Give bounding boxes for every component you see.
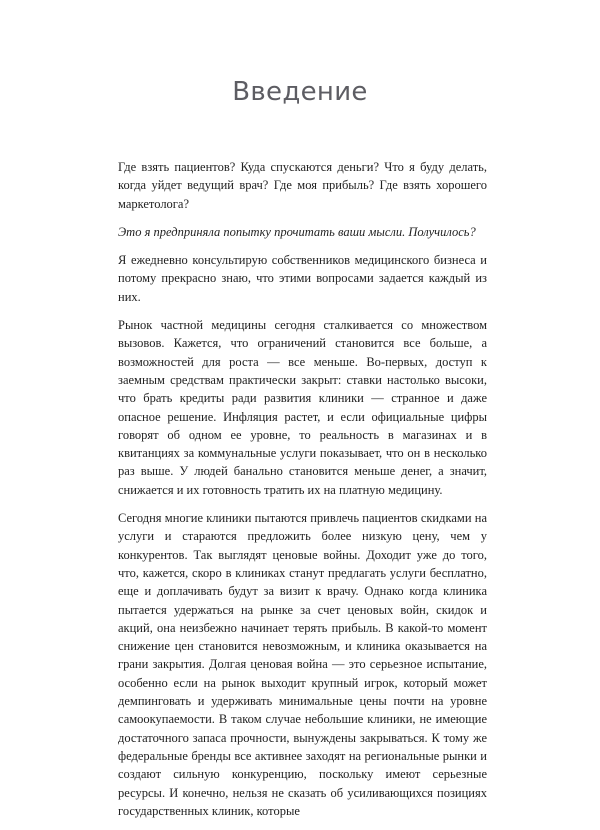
paragraph-questions: Где взять пациентов? Куда спускаются деньги? Что я буду делать, когда уйдет ведущий врач? Где моя прибыль? Где взять хорошего маркетолога? [118,160,487,211]
paragraph-italic-aside: Это я предприняла попытку прочитать ваши мысли. Получилось? [118,224,476,239]
chapter-title: Введение [232,77,368,107]
paragraph-consulting: Я ежедневно консультирую собственников медицинского бизнеса и потому прекрасно знаю, что этими вопросами задается каждый из них. [118,253,487,304]
paragraph-price-wars: Сегодня многие клиники пытаются привлечь пациентов скидками на услуги и стараются предложить более низкую цену, чем у конкурентов. Так выглядят ценовые войны. Доходит уже до того, что, кажется, скоро в клиниках станут предлагать услуги бесплатно, еще и доплачивать будут за визит к врачу. Однако когда клиника пытается удержаться на рынке за счет ценовых войн, скидок и акций, она неизбежно начинает терять прибыль. В какой-то момент снижение цен становится невозможным, и клиника оказывается на грани закрытия. Долгая ценовая война — это серьезное испытание, особенно если на рынок выходит крупный игрок, который может демпинговать и удерживать минимальные цены почти на уровне самоокупаемости. В таком случае небольшие клиники, не имеющие достаточного запаса прочности, вынуждены закрываться. К тому же федеральные бренды все активнее заходят на региональные рынки и создают сильную конкуренцию, поскольку имеют серьезные ресурсы. И конечно, нельзя не сказать об усиливающихся позициях государственных клиник, которые [118,511,487,818]
chapter-body [118,158,487,830]
paragraph-market-challenges: Рынок частной медицины сегодня сталкивается со множеством вызовов. Кажется, что ограничений становится все больше, а возможностей для роста — все меньше. Во-первых, доступ к заемным средствам практически закрыт: ставки настолько высоки, что брать кредиты ради развития клиники — странное и даже опасное решение. Инфляция растет, и если официальные цифры говорят об одном ее уровне, то реальность в магазинах и в квитанциях за коммунальные услуги показывает, что он в несколько раз выше. У людей банально становится меньше денег, а значит, снижается и их готовность тратить их на платную медицину. [118,318,487,497]
